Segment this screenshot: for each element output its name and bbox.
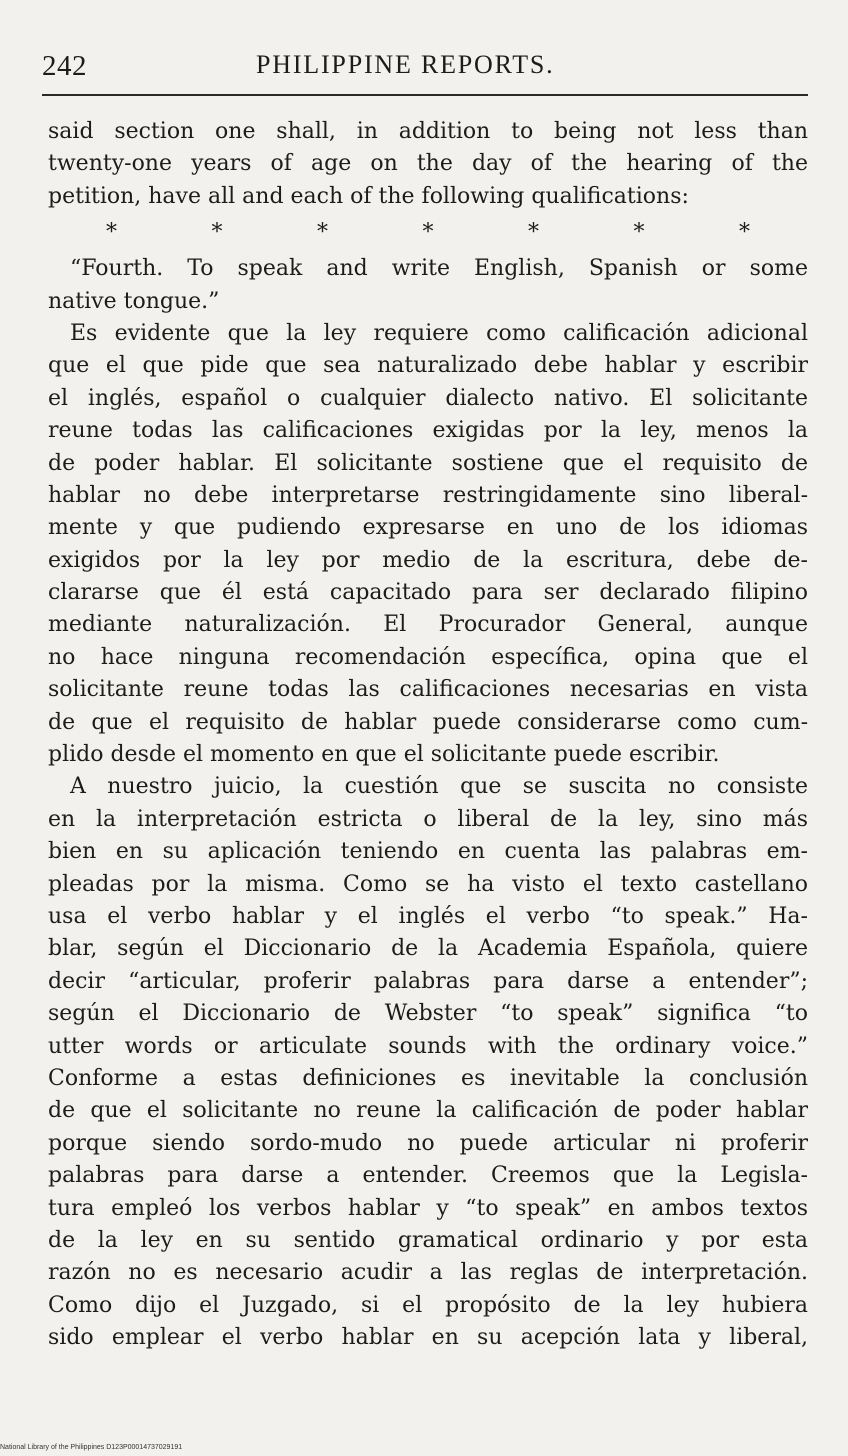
paragraph-4 bbox=[48, 771, 808, 1354]
page-number: 242 bbox=[42, 50, 87, 82]
body-text bbox=[48, 116, 808, 1354]
text-line: utter words or articulate sounds with the ordinary voice.” bbox=[48, 1033, 808, 1059]
star: * bbox=[633, 219, 645, 245]
text-line: hablar no debe interpretarse restringidamente sino liberal- bbox=[48, 482, 808, 508]
text-line: razón no es necesario acudir a las reglas de interpretación. bbox=[48, 1260, 808, 1286]
text-line: que el que pide que sea naturalizado debe hablar y escribir bbox=[48, 353, 808, 379]
text-line: plido desde el momento en que el solicitante puede escribir. bbox=[48, 742, 720, 768]
text-line: decir “articular, proferir palabras para darse a entender”; bbox=[48, 968, 808, 994]
text-line: clararse que él está capacitado para ser declarado filipino bbox=[48, 580, 808, 606]
text-line: solicitante reune todas las calificaciones necesarias en vista bbox=[48, 677, 808, 703]
text-line: bien en su aplicación teniendo en cuenta las palabras em- bbox=[48, 839, 808, 865]
text-line: sido emplear el verbo hablar en su acepción lata y liberal, bbox=[48, 1325, 808, 1351]
text-line: A nuestro juicio, la cuestión que se suscita no consiste bbox=[70, 774, 808, 800]
text-line: el inglés, español o cualquier dialecto nativo. El solicitante bbox=[48, 385, 808, 411]
scan-watermark: National Library of the Philippines D123P00014737029191 bbox=[0, 1444, 183, 1451]
text-line: mente y que pudiendo expresarse en uno de los idiomas bbox=[48, 515, 808, 541]
text-line: no hace ninguna recomendación específica, opina que el bbox=[48, 644, 808, 670]
text-line: mediante naturalización. El Procurador General, aunque bbox=[48, 612, 808, 638]
text-line: blar, según el Diccionario de la Academia Española, quiere bbox=[48, 936, 808, 962]
paragraph-2 bbox=[48, 253, 808, 318]
star: * bbox=[106, 219, 117, 245]
text-line: de poder hablar. El solicitante sostiene que el requisito de bbox=[48, 450, 808, 476]
star: * bbox=[211, 219, 223, 245]
text-line: Como dijo el Juzgado, si el propósito de la ley hubiera bbox=[48, 1292, 808, 1318]
text-line: de la ley en su sentido gramatical ordinario y por esta bbox=[48, 1227, 808, 1253]
star: * bbox=[422, 219, 434, 245]
ellipsis-stars bbox=[48, 213, 808, 253]
star: * bbox=[528, 219, 539, 245]
text-line: pleadas por la misma. Como se ha visto el texto castellano bbox=[48, 871, 808, 897]
text-line: de que el solicitante no reune la calificación de poder hablar bbox=[48, 1098, 808, 1124]
text-line: petition, have all and each of the following qualifications: bbox=[48, 183, 689, 209]
text-line: reune todas las calificaciones exigidas por la ley, menos la bbox=[48, 418, 808, 444]
paragraph-3 bbox=[48, 318, 808, 771]
text-line: said section one shall, in addition to being not less than bbox=[48, 119, 808, 144]
star: * bbox=[317, 219, 328, 245]
header-rule bbox=[42, 94, 808, 96]
text-line: porque siendo sordo-mudo no puede articular ni proferir bbox=[48, 1130, 808, 1156]
text-line: twenty-one years of age on the day of the hearing of the bbox=[48, 151, 808, 177]
text-line: native tongue.” bbox=[48, 288, 220, 314]
paragraph-1 bbox=[48, 116, 808, 213]
text-line: Es evidente que la ley requiere como calificación adicional bbox=[70, 320, 808, 346]
text-line: tura empleó los verbos hablar y “to speak” en ambos textos bbox=[48, 1195, 808, 1221]
text-line: en la interpretación estricta o liberal de la ley, sino más bbox=[48, 806, 808, 832]
page-header bbox=[42, 46, 808, 90]
text-line: según el Diccionario de Webster “to speak” significa “to bbox=[48, 1001, 808, 1027]
star: * bbox=[739, 219, 750, 245]
text-line: de que el requisito de hablar puede considerarse como cum- bbox=[48, 709, 808, 735]
text-line: exigidos por la ley por medio de la escritura, debe de- bbox=[48, 547, 808, 573]
text-line: usa el verbo hablar y el inglés el verbo “to speak.” Ha- bbox=[48, 903, 808, 929]
running-title: PHILIPPINE REPORTS. bbox=[256, 50, 555, 79]
text-line: palabras para darse a entender. Creemos que la Legisla- bbox=[48, 1163, 808, 1189]
text-line: Conforme a estas definiciones es inevitable la conclusión bbox=[48, 1065, 808, 1091]
text-line: “Fourth. To speak and write English, Spanish or some bbox=[70, 256, 808, 282]
